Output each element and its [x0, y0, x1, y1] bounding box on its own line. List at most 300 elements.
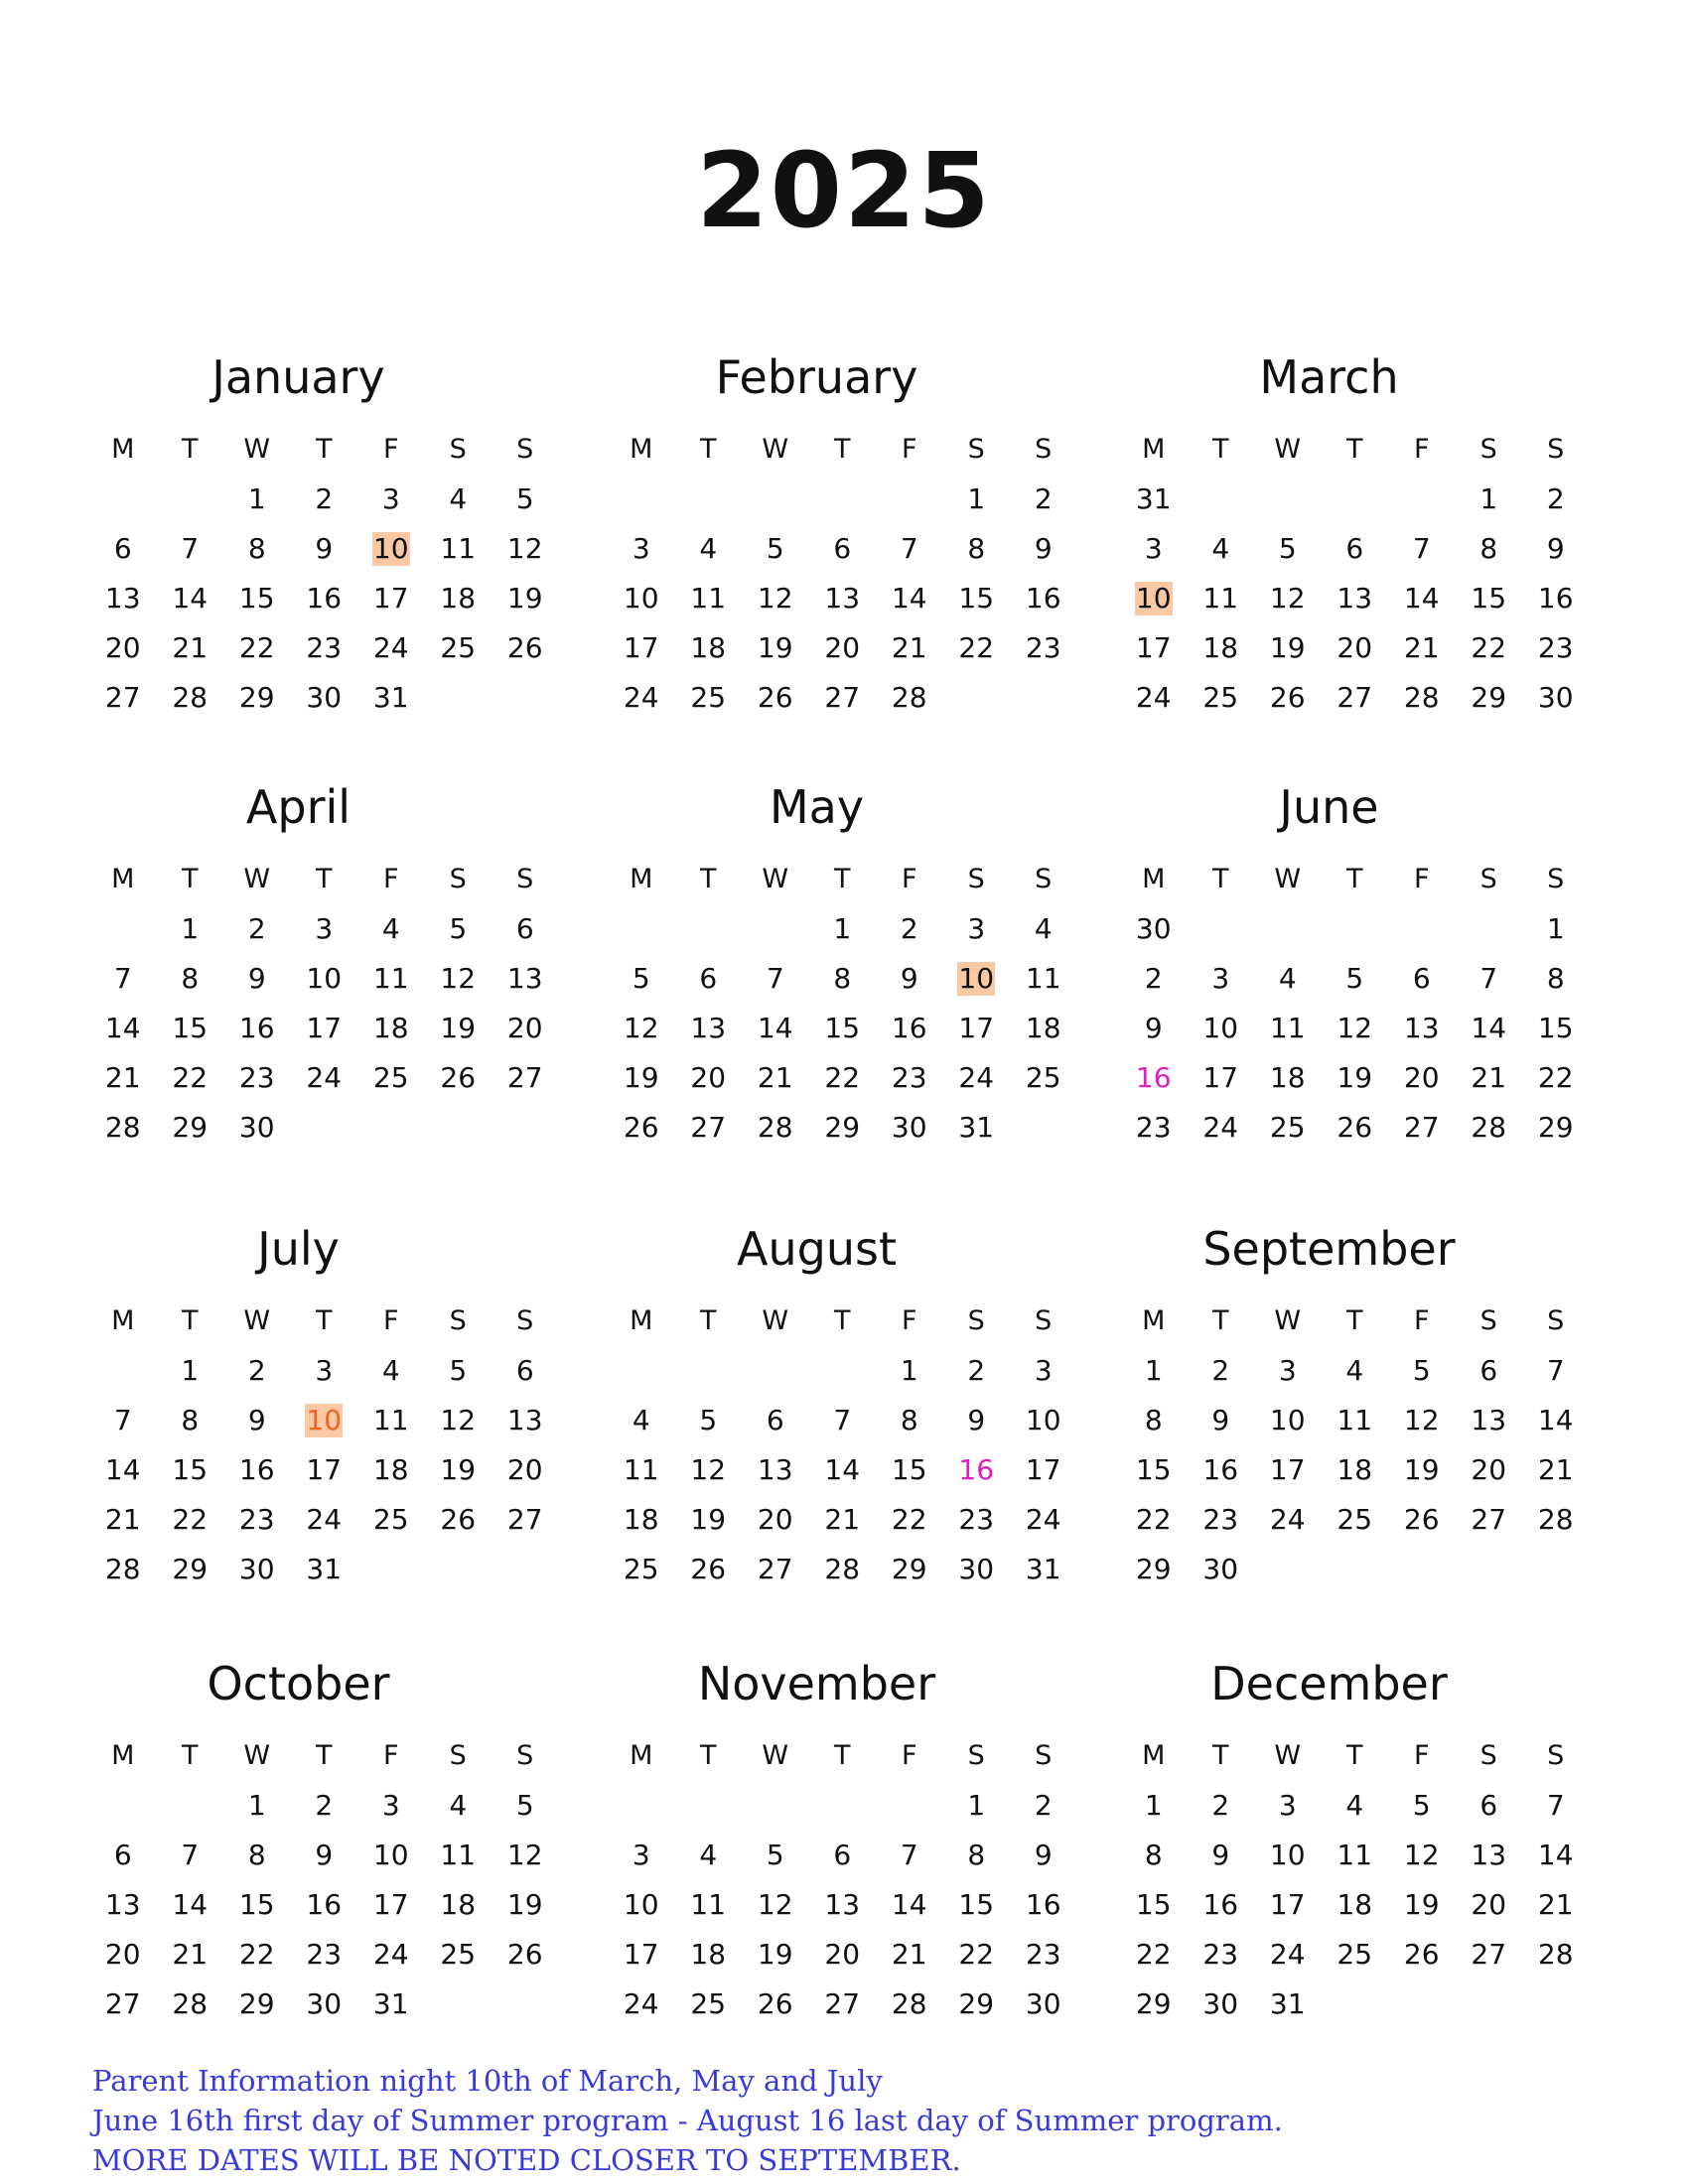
day-cell	[1254, 673, 1322, 723]
day-cell	[1254, 1445, 1322, 1495]
day-cell	[675, 1831, 743, 1880]
day-number: 29	[824, 1111, 861, 1144]
day-number: 6	[833, 1839, 852, 1871]
weekday-label: M	[630, 1304, 653, 1336]
month-name: April	[245, 780, 352, 834]
day-number: 6	[515, 1354, 534, 1387]
day-cell	[89, 1495, 157, 1545]
day-cell	[1456, 954, 1523, 1004]
day-number: 29	[1135, 1553, 1172, 1585]
day-number: 26	[757, 681, 793, 714]
day-number: 31	[958, 1111, 995, 1144]
day-cell	[223, 1053, 291, 1103]
day-number: 2	[247, 1354, 266, 1387]
day-cell	[943, 574, 1011, 623]
day-number: 21	[824, 1503, 861, 1536]
day-cell	[157, 904, 224, 954]
day-number: 16	[306, 582, 343, 614]
day-number: 5	[449, 912, 468, 945]
day-cell	[89, 524, 157, 574]
day-number: 25	[372, 1061, 409, 1094]
day-cell	[608, 1004, 675, 1053]
weekday-label: W	[762, 863, 789, 894]
weekday-label: W	[762, 433, 789, 465]
empty-day-cell	[608, 904, 675, 954]
day-number: 27	[690, 1111, 727, 1144]
day-cell	[89, 1053, 157, 1103]
day-cell	[291, 1979, 358, 2029]
highlighted-day-cell	[1120, 574, 1188, 623]
month-name: August	[737, 1222, 897, 1276]
weekday-label: T	[700, 1304, 717, 1336]
empty-day-cell	[1388, 1545, 1456, 1594]
weekday-label: M	[111, 863, 135, 894]
day-number: 30	[891, 1111, 927, 1144]
week-row	[89, 1004, 543, 1053]
day-number: 31	[1025, 1553, 1061, 1585]
day-cell	[157, 673, 224, 723]
day-number: 9	[1034, 532, 1053, 565]
day-cell	[876, 574, 943, 623]
day-number: 29	[958, 1987, 995, 2020]
weekday-label: T	[316, 863, 333, 894]
day-cell	[1388, 1396, 1456, 1445]
empty-day-cell	[89, 475, 157, 524]
day-number: 30	[1025, 1987, 1061, 2020]
empty-day-cell	[675, 1346, 743, 1396]
weekday-label: T	[182, 863, 199, 894]
week-row	[1120, 1004, 1574, 1053]
day-cell	[675, 524, 743, 574]
day-cell	[1322, 1396, 1389, 1445]
day-number: 24	[372, 631, 409, 664]
day-number: 18	[623, 1503, 659, 1536]
day-cell	[1522, 1396, 1590, 1445]
week-row	[608, 1445, 1061, 1495]
day-cell	[1010, 1495, 1077, 1545]
day-cell	[1188, 1346, 1255, 1396]
week-row	[1120, 623, 1574, 673]
day-cell	[1188, 1930, 1255, 1979]
day-cell	[1388, 524, 1456, 574]
day-cell	[357, 1880, 425, 1930]
day-number: 26	[690, 1553, 727, 1585]
weekday-label: M	[111, 433, 135, 465]
week-row	[89, 574, 543, 623]
day-cell	[357, 1781, 425, 1831]
week-row	[608, 1103, 1026, 1153]
day-cell	[1388, 1930, 1456, 1979]
day-cell	[425, 1396, 492, 1445]
day-cell	[291, 475, 358, 524]
empty-day-cell	[876, 475, 943, 524]
day-cell	[608, 1445, 675, 1495]
day-cell	[1120, 1545, 1188, 1594]
week-row	[608, 1979, 1061, 2029]
day-cell	[608, 1053, 675, 1103]
day-number: 11	[372, 962, 409, 995]
day-number: 18	[690, 631, 727, 664]
day-cell	[1388, 1004, 1456, 1053]
day-cell	[1456, 1930, 1523, 1979]
day-number: 5	[515, 1789, 534, 1822]
day-number: 30	[958, 1553, 995, 1585]
day-cell	[1120, 1831, 1188, 1880]
day-cell	[943, 1346, 1011, 1396]
day-number: 9	[1211, 1404, 1230, 1436]
weekday-label: W	[1274, 1304, 1302, 1336]
day-cell	[157, 1495, 224, 1545]
week-row	[1120, 954, 1565, 1004]
day-number: 16	[1025, 1888, 1061, 1921]
weekday-label: S	[967, 433, 985, 465]
day-number: 31	[1135, 482, 1172, 515]
day-cell	[1010, 1545, 1077, 1594]
day-cell	[291, 1495, 358, 1545]
day-number: 20	[1471, 1888, 1507, 1921]
weekday-label: S	[967, 1304, 985, 1336]
day-cell	[1388, 673, 1456, 723]
day-number: 27	[824, 681, 861, 714]
day-number: 5	[766, 1839, 784, 1871]
weekday-label: W	[1274, 863, 1302, 894]
day-number: 27	[1403, 1111, 1440, 1144]
day-number: 4	[699, 1839, 718, 1871]
weekday-header-row	[608, 853, 1053, 904]
day-cell	[157, 574, 224, 623]
day-cell	[876, 1346, 943, 1396]
month-january	[89, 349, 543, 723]
week-row	[608, 1495, 1061, 1545]
weekday-label: T	[182, 433, 199, 465]
day-cell	[291, 673, 358, 723]
day-number: 3	[1278, 1789, 1297, 1822]
day-cell	[742, 954, 809, 1004]
day-number: 20	[824, 1938, 861, 1971]
day-cell	[1120, 1445, 1188, 1495]
day-cell	[608, 1396, 675, 1445]
day-cell	[1522, 954, 1590, 1004]
weekday-header-row	[1120, 1295, 1565, 1346]
week-row	[1120, 1930, 1574, 1979]
day-cell	[1522, 1495, 1590, 1545]
day-cell	[492, 475, 559, 524]
day-number: 24	[623, 681, 659, 714]
day-cell	[1254, 1396, 1322, 1445]
day-cell	[1388, 1831, 1456, 1880]
day-number: 15	[238, 582, 275, 614]
day-number: 12	[440, 962, 477, 995]
day-cell	[1120, 1396, 1188, 1445]
day-number: 14	[1471, 1012, 1507, 1044]
day-cell	[425, 524, 492, 574]
day-cell	[492, 1445, 559, 1495]
day-number: 28	[824, 1553, 861, 1585]
weekday-label: S	[1479, 1739, 1497, 1771]
day-cell	[742, 1396, 809, 1445]
day-number: 15	[238, 1888, 275, 1921]
day-number: 10	[1202, 1012, 1239, 1044]
day-number: 26	[1269, 681, 1306, 714]
week-row	[89, 1979, 507, 2029]
empty-day-cell	[742, 1781, 809, 1831]
day-number: 2	[1211, 1354, 1230, 1387]
month-name: February	[715, 350, 918, 404]
day-number: 5	[1412, 1354, 1431, 1387]
day-cell	[675, 1445, 743, 1495]
day-number: 29	[891, 1553, 927, 1585]
calendar-year-title: 2025	[696, 130, 992, 251]
day-cell	[89, 1545, 157, 1594]
day-cell	[1010, 1445, 1077, 1495]
day-cell	[608, 524, 675, 574]
day-number: 22	[172, 1061, 209, 1094]
day-cell	[1188, 1004, 1255, 1053]
day-number: 3	[1144, 532, 1163, 565]
day-cell	[943, 1930, 1011, 1979]
weekday-label: T	[316, 1739, 333, 1771]
empty-day-cell	[1254, 475, 1322, 524]
week-row	[89, 1545, 507, 1594]
day-cell	[1388, 1103, 1456, 1153]
empty-day-cell	[809, 1346, 877, 1396]
weekday-label: S	[1479, 1304, 1497, 1336]
day-number: 24	[1269, 1938, 1306, 1971]
week-row	[608, 904, 1053, 954]
day-number: 16	[238, 1012, 275, 1044]
day-number: 11	[440, 532, 477, 565]
day-cell	[1322, 524, 1389, 574]
empty-day-cell	[1254, 1545, 1322, 1594]
day-cell	[1522, 1103, 1590, 1153]
day-number: 14	[1537, 1839, 1574, 1871]
day-number: 5	[449, 1354, 468, 1387]
day-cell	[943, 623, 1011, 673]
day-number: 20	[1336, 631, 1373, 664]
empty-day-cell	[357, 1103, 425, 1153]
day-number: 18	[1269, 1061, 1306, 1094]
highlighted-day-cell	[357, 524, 425, 574]
week-row	[608, 1880, 1061, 1930]
weekday-label: M	[630, 863, 653, 894]
day-cell	[223, 1545, 291, 1594]
day-number: 15	[172, 1012, 209, 1044]
day-number: 10	[1269, 1839, 1306, 1871]
day-cell	[876, 904, 943, 954]
weekday-header-row	[1120, 853, 1565, 904]
day-cell	[1188, 1831, 1255, 1880]
day-number: 8	[247, 532, 266, 565]
week-row	[608, 574, 1061, 623]
day-number: 15	[824, 1012, 861, 1044]
day-number: 8	[967, 1839, 986, 1871]
week-row	[89, 954, 543, 1004]
day-number: 12	[506, 1839, 543, 1871]
month-december	[1120, 1656, 1574, 2029]
day-cell	[1188, 1880, 1255, 1930]
week-row	[1120, 1781, 1565, 1831]
day-number: 10	[372, 532, 409, 565]
weekday-label: W	[1274, 433, 1302, 465]
day-number: 28	[1471, 1111, 1507, 1144]
empty-day-cell	[157, 1781, 224, 1831]
weekday-label: S	[516, 863, 534, 894]
day-cell	[492, 623, 559, 673]
day-number: 22	[891, 1503, 927, 1536]
day-number: 25	[1336, 1938, 1373, 1971]
empty-day-cell	[1322, 904, 1389, 954]
weekday-label: W	[243, 863, 271, 894]
day-number: 9	[1144, 1012, 1163, 1044]
day-cell	[1010, 1396, 1077, 1445]
day-cell	[943, 1880, 1011, 1930]
day-cell	[1456, 524, 1523, 574]
month-name: June	[1279, 780, 1379, 834]
day-number: 9	[1211, 1839, 1230, 1871]
day-cell	[1010, 1880, 1077, 1930]
day-cell	[809, 1545, 877, 1594]
day-cell	[492, 1004, 559, 1053]
day-number: 24	[623, 1987, 659, 2020]
day-number: 17	[1025, 1453, 1061, 1486]
day-number: 30	[1135, 912, 1172, 945]
day-number: 15	[958, 582, 995, 614]
empty-day-cell	[876, 1781, 943, 1831]
day-cell	[1522, 1781, 1590, 1831]
day-cell	[291, 1831, 358, 1880]
week-row	[608, 1545, 1061, 1594]
weekday-label: T	[182, 1304, 199, 1336]
day-cell	[1254, 1930, 1322, 1979]
day-number: 22	[1135, 1938, 1172, 1971]
day-number: 14	[824, 1453, 861, 1486]
week-row	[1120, 475, 1565, 524]
weekday-label: T	[1212, 863, 1229, 894]
day-number: 6	[113, 1839, 132, 1871]
empty-day-cell	[809, 1781, 877, 1831]
day-cell	[357, 954, 425, 1004]
day-number: 12	[506, 532, 543, 565]
day-cell	[291, 1004, 358, 1053]
day-cell	[1120, 524, 1188, 574]
day-number: 1	[1144, 1789, 1163, 1822]
weekday-label: T	[834, 863, 851, 894]
day-cell	[675, 1545, 743, 1594]
day-cell	[742, 623, 809, 673]
day-number: 15	[1471, 582, 1507, 614]
day-number: 19	[506, 582, 543, 614]
day-cell	[1322, 954, 1389, 1004]
week-row	[89, 1880, 543, 1930]
day-number: 20	[104, 631, 141, 664]
day-number: 25	[690, 681, 727, 714]
day-cell	[89, 1004, 157, 1053]
day-number: 9	[967, 1404, 986, 1436]
day-cell	[876, 1831, 943, 1880]
day-cell	[492, 904, 559, 954]
day-number: 15	[1135, 1453, 1172, 1486]
day-cell	[425, 1781, 492, 1831]
day-number: 25	[690, 1987, 727, 2020]
day-number: 25	[372, 1503, 409, 1536]
day-number: 20	[690, 1061, 727, 1094]
day-cell	[291, 1053, 358, 1103]
day-cell	[357, 1979, 425, 2029]
empty-day-cell	[425, 1979, 492, 2029]
day-number: 4	[449, 482, 468, 515]
day-cell	[223, 1495, 291, 1545]
empty-day-cell	[1522, 1545, 1590, 1594]
day-number: 6	[1479, 1789, 1498, 1822]
weekday-label: S	[1479, 863, 1497, 894]
weekday-label: S	[516, 1304, 534, 1336]
day-cell	[1522, 904, 1590, 954]
day-cell	[1120, 954, 1188, 1004]
day-number: 8	[1546, 962, 1565, 995]
day-cell	[223, 1103, 291, 1153]
empty-day-cell	[608, 1346, 675, 1396]
day-number: 16	[1202, 1888, 1239, 1921]
day-cell	[742, 1979, 809, 2029]
day-cell	[1522, 1831, 1590, 1880]
day-cell	[223, 524, 291, 574]
empty-day-cell	[425, 1103, 492, 1153]
day-cell	[89, 1396, 157, 1445]
day-number: 19	[1403, 1453, 1440, 1486]
day-cell	[1322, 1831, 1389, 1880]
day-cell	[1388, 623, 1456, 673]
day-number: 25	[623, 1553, 659, 1585]
month-october	[89, 1656, 543, 2029]
day-cell	[357, 1495, 425, 1545]
day-cell	[157, 954, 224, 1004]
empty-day-cell	[492, 1545, 559, 1594]
day-cell	[675, 1495, 743, 1545]
day-number: 14	[757, 1012, 793, 1044]
day-cell	[1120, 1880, 1188, 1930]
weekday-label: F	[1413, 1304, 1430, 1336]
week-row	[89, 1781, 534, 1831]
day-cell	[675, 623, 743, 673]
week-row	[1120, 524, 1565, 574]
empty-day-cell	[809, 475, 877, 524]
day-number: 22	[1135, 1503, 1172, 1536]
day-number: 27	[506, 1503, 543, 1536]
day-number: 10	[1135, 582, 1172, 614]
day-number: 28	[757, 1111, 793, 1144]
day-number: 2	[967, 1354, 986, 1387]
week-row	[89, 1831, 543, 1880]
day-cell	[1522, 1004, 1590, 1053]
highlighted-day-cell	[943, 1445, 1011, 1495]
day-cell	[291, 1880, 358, 1930]
day-number: 12	[623, 1012, 659, 1044]
day-cell	[357, 1004, 425, 1053]
day-number: 18	[372, 1012, 409, 1044]
day-cell	[1254, 1495, 1322, 1545]
day-cell	[1522, 574, 1590, 623]
week-row	[608, 1346, 1053, 1396]
day-cell	[943, 1545, 1011, 1594]
day-number: 29	[238, 681, 275, 714]
empty-day-cell	[608, 475, 675, 524]
day-number: 9	[315, 1839, 334, 1871]
day-number: 21	[891, 1938, 927, 1971]
day-number: 28	[104, 1553, 141, 1585]
day-number: 26	[623, 1111, 659, 1144]
empty-day-cell	[675, 475, 743, 524]
day-number: 3	[1034, 1354, 1053, 1387]
